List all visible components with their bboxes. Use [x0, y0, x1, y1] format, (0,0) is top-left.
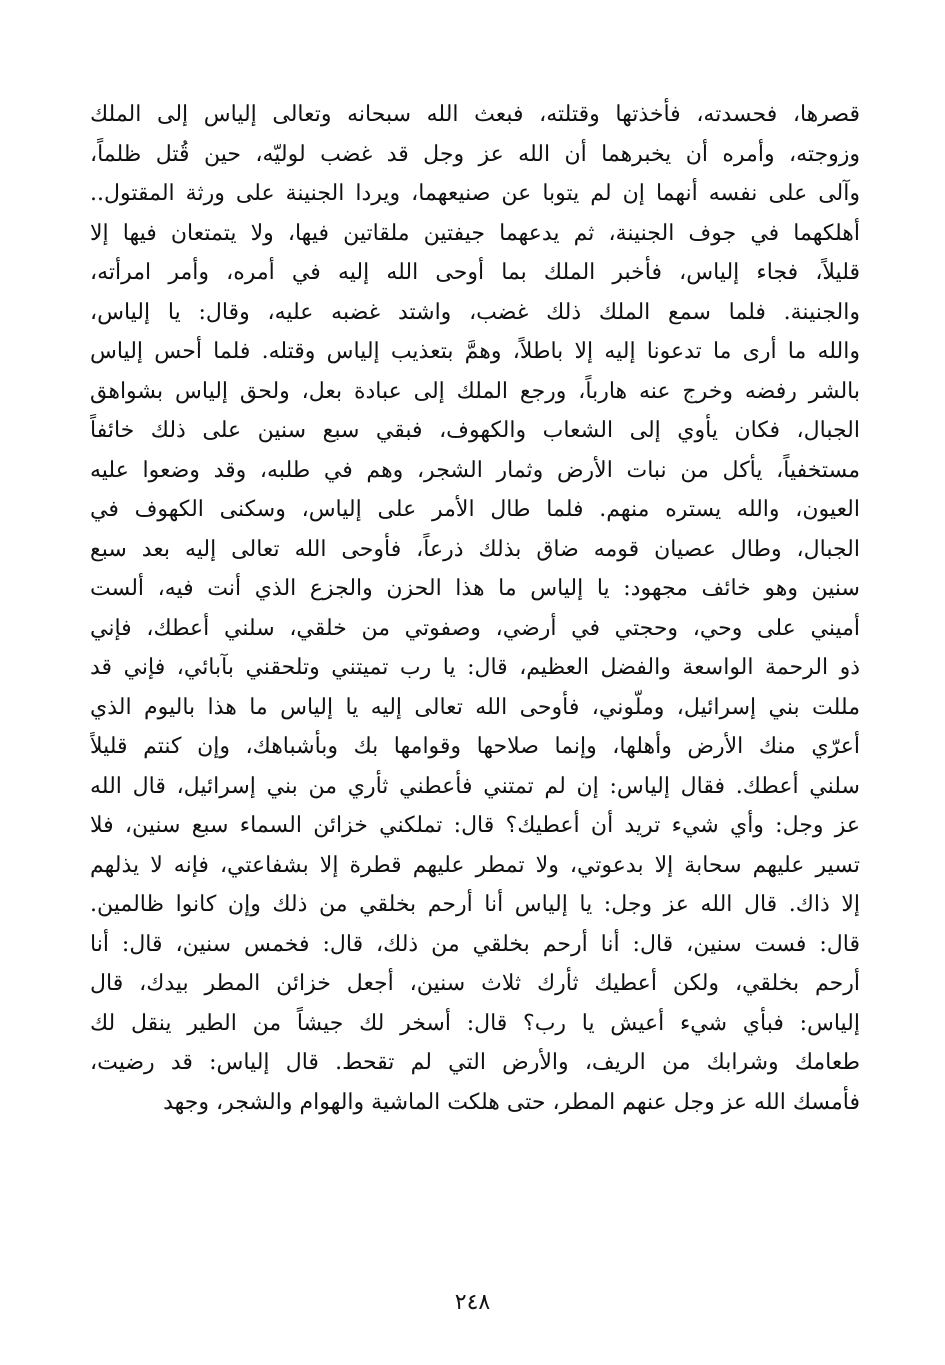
text-line: والله ما أرى ما تدعونا إليه إلا باطلاً، وهمَّ بتعذيب إلياس وقتله. فلما أحس إلياس	[90, 339, 860, 364]
text-line: عز وجل: وأي شيء تريد أن أعطيك؟ قال: تملكني خزائن السماء سبع سنين، فلا	[90, 813, 860, 838]
text-line: بالشر رفضه وخرج عنه هارباً، ورجع الملك إلى عبادة بعل، ولحق إلياس بشواهق	[90, 378, 860, 404]
text-line: إلا ذاك. قال الله عز وجل: يا إلياس أنا أرحم بخلقي من ذلك وإن كانوا ظالمين.	[90, 892, 860, 917]
text-line: تسير عليهم سحابة إلا بدعوتي، ولا تمطر عليهم قطرة إلا بشفاعتي، فإنه لا يذلهم	[90, 852, 860, 878]
text-line: إلياس: فبأي شيء أعيش يا رب؟ قال: أسخر لك جيشاً من الطير ينقل لك	[90, 1010, 860, 1036]
text-line: قليلاً، فجاء إلياس، فأخبر الملك بما أوحى الله إليه في أمره، وأمر امرأته،	[90, 260, 860, 285]
text-line: سنين وهو خائف مجهود: يا إلياس ما هذا الحزن والجزع الذي أنت فيه، ألست	[90, 576, 860, 601]
page-number: ٢٤٨	[454, 1290, 491, 1315]
text-line: قال: فست سنين، قال: أنا أرحم بخلقي من ذلك، قال: فخمس سنين، قال: أنا	[90, 931, 860, 957]
text-line: أرحم بخلقي، ولكن أعطيك ثأرك ثلاث سنين، أجعل خزائن المطر بيدك، قال	[90, 971, 860, 996]
body-text	[90, 95, 860, 1122]
text-line: فأمسك الله عز وجل عنهم المطر، حتى هلكت الماشية والهوام والشجر، وجهد	[163, 1089, 860, 1115]
text-line: وآلى على نفسه أنهما إن لم يتوبا عن صنيعهما، ويردا الجنينة على ورثة المقتول..	[90, 181, 860, 206]
text-line: أعرّي منك الأرض وأهلها، وإنما صلاحها وقوامها بك وبأشباهك، وإن كنتم قليلاً	[90, 734, 860, 759]
text-line: وزوجته، وأمره أن يخبرهما أن الله عز وجل قد غضب لوليّه، حين قُتل ظلماً،	[90, 141, 860, 167]
text-line: ذو الرحمة الواسعة والفضل العظيم، قال: يا رب تميتني وتلحقني بآبائي، فإني قد	[90, 655, 860, 680]
text-line: مستخفياً، يأكل من نبات الأرض وثمار الشجر، وهم في طلبه، وقد وضعوا عليه	[90, 457, 860, 483]
text-line: أميني على وحي، وحجتي في أرضي، وصفوتي من خلقي، سلني أعطك، فإني	[90, 615, 860, 641]
text-line: العيون، والله يستره منهم. فلما طال الأمر على إلياس، وسكنى الكهوف في	[90, 497, 860, 522]
text-line: الجبال، وطال عصيان قومه ضاق بذلك ذرعاً، فأوحى الله تعالى إليه بعد سبع	[90, 536, 860, 562]
text-line: سلني أعطك. فقال إلياس: إن لم تمتني فأعطني ثأري من بني إسرائيل، قال الله	[90, 773, 860, 799]
text-line: أهلكهما في جوف الجنينة، ثم يدعهما جيفتين ملقاتين فيها، ولا يتمتعان فيها إلا	[90, 220, 860, 246]
text-line: قصرها، فحسدته، فأخذتها وقتلته، فبعث الله سبحانه وتعالى إلياس إلى الملك	[90, 102, 860, 127]
text-line: مللت بني إسرائيل، وملّوني، فأوحى الله تعالى إليه يا إلياس ما هذا باليوم الذي	[90, 694, 860, 720]
text-line: والجنينة. فلما سمع الملك ذلك غضب، واشتد غضبه عليه، وقال: يا إلياس،	[90, 299, 860, 325]
text-line: طعامك وشرابك من الريف، والأرض التي لم تقحط. قال إلياس: قد رضيت،	[90, 1050, 860, 1075]
text-line: الجبال، فكان يأوي إلى الشعاب والكهوف، فبقي سبع سنين على ذلك خائفاً	[90, 418, 860, 443]
